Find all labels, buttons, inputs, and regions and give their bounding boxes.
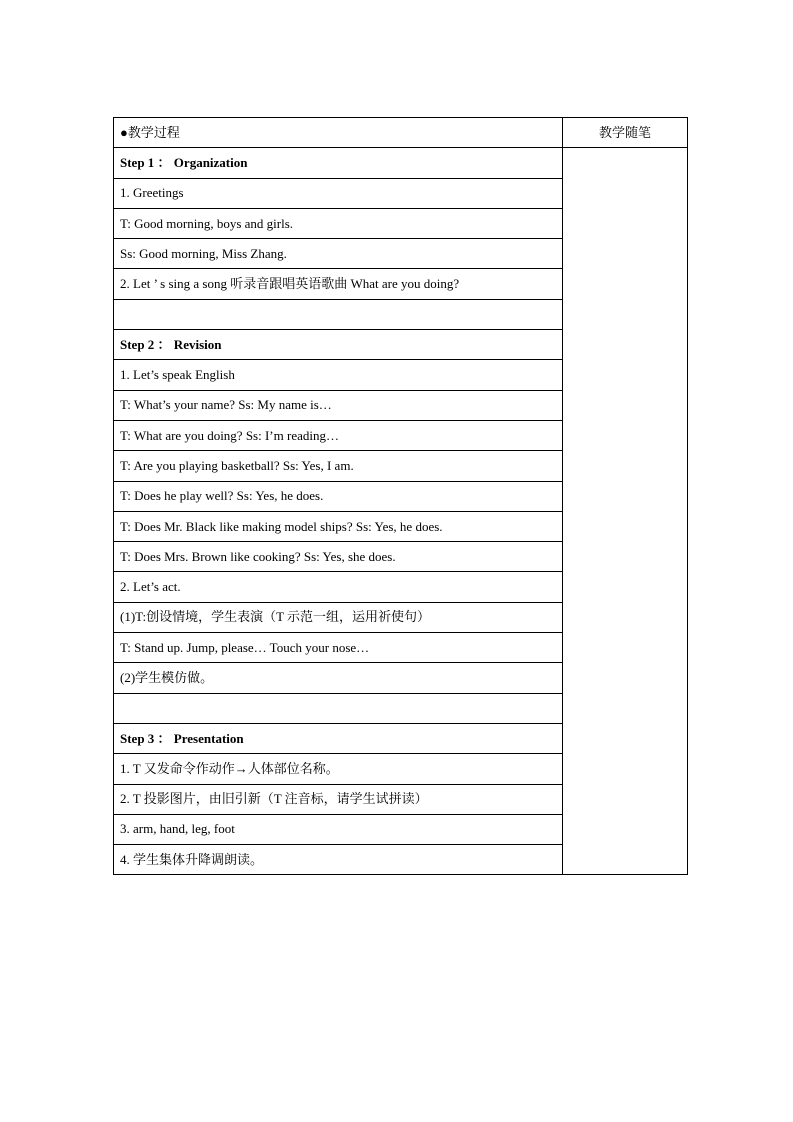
process-line: 3. arm, hand, leg, foot [114,814,563,844]
teaching-process-header: ●教学过程 [114,118,563,148]
teaching-notes-area [563,148,688,875]
process-line: (2)学生模仿做。 [114,663,563,693]
process-line: T: What are you doing? Ss: I’m reading… [114,420,563,450]
process-line: 4. 学生集体升降调朗读。 [114,845,563,875]
process-line: Ss: Good morning, Miss Zhang. [114,239,563,269]
process-line: 1. Greetings [114,178,563,208]
process-line: 1. T 又发命令作动作→人体部位名称。 [114,754,563,784]
process-line: T: Are you playing basketball? Ss: Yes, I am. [114,451,563,481]
teaching-notes-header: 教学随笔 [563,118,688,148]
step-heading: Step 1 ： Organization [114,148,563,178]
process-line: T: Does Mrs. Brown like cooking? Ss: Yes, she does. [114,542,563,572]
process-line: T: What’s your name? Ss: My name is… [114,390,563,420]
process-line: T: Good morning, boys and girls. [114,208,563,238]
process-line: 2. T 投影图片，由旧引新（T 注音标，请学生试拼读） [114,784,563,814]
process-line: 2. Let ’ s sing a song 听录音跟唱英语歌曲 What are you doing? [114,269,563,299]
process-line: T: Does he play well? Ss: Yes, he does. [114,481,563,511]
step-heading: Step 2 ： Revision [114,330,563,360]
empty-cell [114,693,563,723]
empty-cell [114,299,563,329]
process-line: 1. Let’s speak English [114,360,563,390]
process-line: 2. Let’s act. [114,572,563,602]
process-line: T: Stand up. Jump, please… Touch your nose… [114,633,563,663]
step-heading: Step 3 ： Presentation [114,723,563,753]
process-line: T: Does Mr. Black like making model ships? Ss: Yes, he does. [114,511,563,541]
step-heading-row [114,148,688,178]
table-body [114,118,688,875]
lesson-plan-table [113,117,688,875]
process-line: (1)T:创设情境，学生表演（T 示范一组，运用祈使句） [114,602,563,632]
header-row [114,118,688,148]
